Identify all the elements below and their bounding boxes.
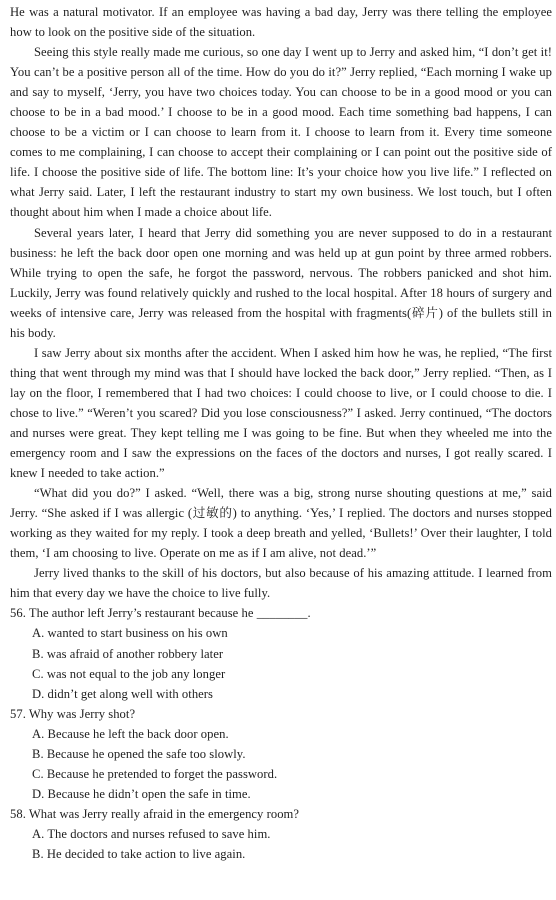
answer-option: D. Because he didn’t open the safe in time. [32, 786, 251, 801]
answer-option: A. wanted to start business on his own [32, 626, 228, 641]
paragraph: Seeing this style really made me curious, so one day I went up to Jerry and asked him, “I don’t get it! You can’t be a positive person all of the time. How do you do it?” Jerry replied, “Each morning I wake up and say to myself, ‘Jerry, you have two choices today. You can choose to be in a good mood or you can choose to be in a bad mood.’ I choose to be in a good mood. Each time something bad happens, I can choose to be a victim or I can choose to learn from it. I choose to learn from it. Every time someone comes to me complaining, I can choose to accept their complaining or I can point out the positive side of life. I choose the positive side of life. The bottom line: It’s your choice how you live life.” I reflected on what Jerry said. Later, I left the restaurant industry to start my own business. We lost touch, but I often thought about him when I made a choice about life. [10, 45, 552, 220]
question-56 [10, 603, 552, 703]
paragraph: I saw Jerry about six months after the accident. When I asked him how he was, he replied, “The first thing that went through my mind was that I should have locked the back door,” Jerry replied. “Then, as I lay on the floor, I remembered that I had two choices: I could choose to live, or I could choose to die. I chose to live.” “Weren’t you scared? Did you lose consciousness?” I asked. Jerry continued, “The doctors and nurses were great. They kept telling me I was going to be fine. But when they wheeled me into the emergency room and I saw the expressions on the faces of the doctors and nurses, I got really scared. I knew I needed to take action.” [10, 345, 552, 481]
question-stem: 57. Why was Jerry shot? [10, 706, 136, 721]
question-57 [10, 704, 552, 804]
answer-option: B. He decided to take action to live again. [32, 846, 246, 861]
answer-option: A. Because he left the back door open. [32, 726, 229, 741]
question-stem: 58. What was Jerry really afraid in the emergency room? [10, 806, 300, 821]
answer-option: B. was afraid of another robbery later [32, 646, 224, 661]
answer-option: A. The doctors and nurses refused to save him. [32, 826, 271, 841]
answer-option: D. didn’t get along well with others [32, 686, 214, 701]
question-stem: 56. The author left Jerry’s restaurant because he ________. [10, 606, 311, 621]
paragraph: “What did you do?” I asked. “Well, there was a big, strong nurse shouting questions at me,” said Jerry. “She asked if I was allergic (过敏的) to anything. ‘Yes,’ I replied. The doctors and nurses stopped working as they waited for my reply. I took a deep breath and yelled, ‘Bullets!’ Over their laughter, I told them, ‘I am choosing to live. Operate on me as if I am alive, not dead.’” [10, 486, 552, 561]
paragraph: He was a natural motivator. If an employee was having a bad day, Jerry was there telling the employee how to look on the positive side of the situation. [10, 5, 552, 40]
question-58 [10, 804, 552, 864]
answer-option: B. Because he opened the safe too slowly. [32, 746, 246, 761]
answer-option: C. was not equal to the job any longer [32, 666, 226, 681]
answer-option: C. Because he pretended to forget the password. [32, 766, 278, 781]
passage [10, 2, 552, 603]
paragraph: Several years later, I heard that Jerry did something you are never supposed to do in a restaurant business: he left the back door open one morning and was held up at gun point by three armed robbers. While trying to open the safe, he forgot the password, nervous. The robbers panicked and shot him. Luckily, Jerry was found relatively quickly and rushed to the local hospital. After 18 hours of surgery and weeks of intensive care, Jerry was released from the hospital with fragments(碎片) of the bullets still in his body. [10, 225, 552, 340]
paragraph: Jerry lived thanks to the skill of his doctors, but also because of his amazing attitude. I learned from him that every day we have the choice to live fully. [10, 566, 552, 601]
